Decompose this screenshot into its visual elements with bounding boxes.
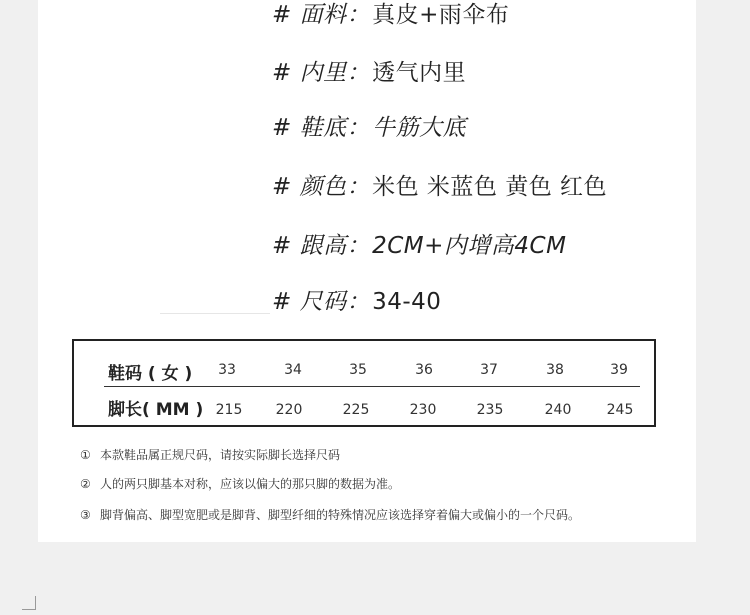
spec-value: 牛筋大底 — [372, 115, 467, 141]
note-item — [80, 475, 400, 492]
note-item — [80, 446, 340, 463]
size-cell: 37 — [480, 362, 498, 378]
length-cell: 235 — [476, 402, 504, 418]
note-item — [80, 506, 580, 523]
spec-key: # 尺码： — [272, 289, 371, 315]
note-number: ③ — [80, 508, 91, 522]
spec-size-range — [272, 283, 441, 316]
note-text: 本款鞋品属正规尺码，请按实际脚长选择尺码 — [100, 448, 341, 462]
spec-key: # 跟高： — [272, 233, 371, 259]
length-row-label: 脚长( MM ) — [108, 400, 204, 420]
note-number: ① — [80, 448, 91, 462]
size-row-label: 鞋码 ( 女 ) — [108, 364, 193, 384]
length-cell: 215 — [215, 402, 243, 418]
spec-sole — [272, 109, 466, 142]
spec-heel-height — [272, 227, 566, 260]
spec-value: 米色 米蓝色 黄色 红色 — [372, 174, 608, 200]
spec-color — [272, 168, 607, 201]
size-cell: 36 — [415, 362, 433, 378]
spec-key: # 内里： — [272, 60, 371, 86]
spec-key: # 鞋底： — [272, 115, 371, 141]
divider — [160, 313, 270, 314]
size-cell: 39 — [610, 362, 628, 378]
length-cell: 225 — [342, 402, 370, 418]
size-chart-table — [72, 339, 656, 427]
length-cell: 230 — [409, 402, 437, 418]
spec-value: 2CM+内增高4CM — [372, 233, 567, 259]
note-text: 人的两只脚基本对称，应该以偏大的那只脚的数据为准。 — [100, 477, 401, 491]
table-row-divider — [104, 386, 640, 387]
note-number: ② — [80, 477, 91, 491]
length-cell: 245 — [606, 402, 634, 418]
spec-value: 34-40 — [372, 289, 442, 315]
spec-lining — [272, 54, 466, 87]
spec-material — [272, 0, 509, 29]
size-cell: 38 — [546, 362, 564, 378]
corner-crop-icon — [22, 596, 36, 610]
length-cell: 220 — [275, 402, 303, 418]
size-cell: 35 — [349, 362, 367, 378]
size-cell: 34 — [284, 362, 302, 378]
spec-key: # 面料： — [272, 2, 371, 28]
size-cell: 33 — [218, 362, 236, 378]
spec-key: # 颜色： — [272, 174, 371, 200]
length-cell: 240 — [544, 402, 572, 418]
spec-value: 透气内里 — [372, 60, 467, 86]
spec-value: 真皮+雨伞布 — [372, 2, 510, 28]
note-text: 脚背偏高、脚型宽肥或是脚背、脚型纤细的特殊情况应该选择穿着偏大或偏小的一个尺码。 — [100, 508, 581, 522]
